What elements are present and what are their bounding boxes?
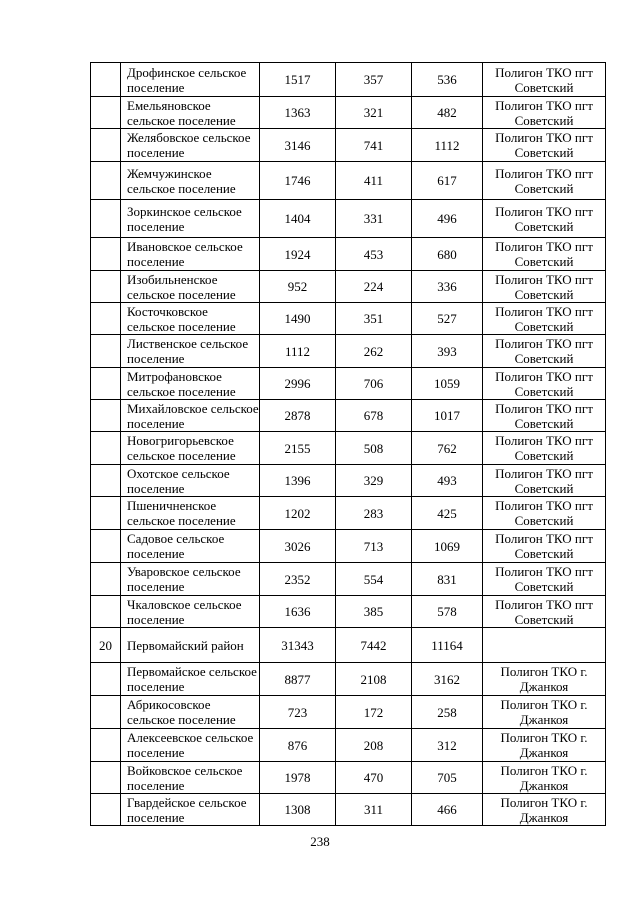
value-1: 1404 bbox=[260, 200, 336, 238]
table-row bbox=[91, 432, 606, 465]
value-1: 1746 bbox=[260, 162, 336, 200]
row-number bbox=[91, 530, 121, 563]
value-3: 3162 bbox=[412, 663, 483, 696]
settlement-name: Алексеевское сельское поселение bbox=[121, 729, 260, 762]
value-2: 706 bbox=[336, 368, 412, 400]
row-number bbox=[91, 271, 121, 303]
value-1: 1636 bbox=[260, 596, 336, 628]
value-1: 2155 bbox=[260, 432, 336, 465]
value-3: 680 bbox=[412, 238, 483, 271]
waste-destination: Полигон ТКО пгт Советский bbox=[483, 432, 606, 465]
waste-destination: Полигон ТКО г. Джанкоя bbox=[483, 762, 606, 794]
value-2: 411 bbox=[336, 162, 412, 200]
table-body bbox=[91, 63, 606, 826]
waste-destination: Полигон ТКО г. Джанкоя bbox=[483, 663, 606, 696]
table-row bbox=[91, 271, 606, 303]
row-number bbox=[91, 335, 121, 368]
value-3: 258 bbox=[412, 696, 483, 729]
value-3: 482 bbox=[412, 97, 483, 129]
value-3: 393 bbox=[412, 335, 483, 368]
settlement-name: Ивановское сельское поселение bbox=[121, 238, 260, 271]
waste-destination: Полигон ТКО пгт Советский bbox=[483, 238, 606, 271]
value-1: 723 bbox=[260, 696, 336, 729]
table-row bbox=[91, 238, 606, 271]
row-number bbox=[91, 762, 121, 794]
row-number bbox=[91, 400, 121, 432]
row-number bbox=[91, 729, 121, 762]
value-2: 351 bbox=[336, 303, 412, 335]
table-row bbox=[91, 162, 606, 200]
settlement-name: Михайловское сельское поселение bbox=[121, 400, 260, 432]
waste-destination: Полигон ТКО пгт Советский bbox=[483, 335, 606, 368]
value-3: 1059 bbox=[412, 368, 483, 400]
value-3: 493 bbox=[412, 465, 483, 497]
value-3: 617 bbox=[412, 162, 483, 200]
waste-destination: Полигон ТКО пгт Советский bbox=[483, 63, 606, 97]
value-1: 3026 bbox=[260, 530, 336, 563]
value-1: 1978 bbox=[260, 762, 336, 794]
table-row bbox=[91, 696, 606, 729]
value-2: 385 bbox=[336, 596, 412, 628]
settlement-name: Первомайское сельское поселение bbox=[121, 663, 260, 696]
table-row bbox=[91, 63, 606, 97]
settlement-name: Митрофановское сельское поселение bbox=[121, 368, 260, 400]
value-2: 329 bbox=[336, 465, 412, 497]
table-row bbox=[91, 368, 606, 400]
value-2: 172 bbox=[336, 696, 412, 729]
settlements-table bbox=[90, 62, 606, 826]
table-row bbox=[91, 303, 606, 335]
value-1: 1202 bbox=[260, 497, 336, 530]
value-1: 1308 bbox=[260, 794, 336, 826]
value-2: 453 bbox=[336, 238, 412, 271]
row-number bbox=[91, 200, 121, 238]
settlement-name: Чкаловское сельское поселение bbox=[121, 596, 260, 628]
value-2: 357 bbox=[336, 63, 412, 97]
settlement-name: Емельяновское сельское поселение bbox=[121, 97, 260, 129]
value-1: 1517 bbox=[260, 63, 336, 97]
value-3: 466 bbox=[412, 794, 483, 826]
waste-destination: Полигон ТКО пгт Советский bbox=[483, 400, 606, 432]
table-row bbox=[91, 400, 606, 432]
settlement-name: Жемчужинское сельское поселение bbox=[121, 162, 260, 200]
table-row bbox=[91, 663, 606, 696]
value-1: 876 bbox=[260, 729, 336, 762]
row-number bbox=[91, 97, 121, 129]
waste-destination: Полигон ТКО г. Джанкоя bbox=[483, 696, 606, 729]
value-1: 952 bbox=[260, 271, 336, 303]
page-number: 238 bbox=[310, 834, 330, 849]
waste-destination: Полигон ТКО пгт Советский bbox=[483, 563, 606, 596]
value-1: 2352 bbox=[260, 563, 336, 596]
value-2: 283 bbox=[336, 497, 412, 530]
settlement-name: Пшеничненское сельское поселение bbox=[121, 497, 260, 530]
value-3: 762 bbox=[412, 432, 483, 465]
value-1: 1363 bbox=[260, 97, 336, 129]
value-2: 741 bbox=[336, 129, 412, 162]
waste-destination: Полигон ТКО пгт Советский bbox=[483, 97, 606, 129]
settlement-name: Зоркинское сельское поселение bbox=[121, 200, 260, 238]
table-row bbox=[91, 628, 606, 663]
value-2: 321 bbox=[336, 97, 412, 129]
value-3: 1069 bbox=[412, 530, 483, 563]
value-1: 8877 bbox=[260, 663, 336, 696]
waste-destination: Полигон ТКО пгт Советский bbox=[483, 530, 606, 563]
value-3: 578 bbox=[412, 596, 483, 628]
table-row bbox=[91, 497, 606, 530]
settlement-name: Изобильненское сельское поселение bbox=[121, 271, 260, 303]
value-3: 1112 bbox=[412, 129, 483, 162]
table-row bbox=[91, 335, 606, 368]
value-1: 1396 bbox=[260, 465, 336, 497]
value-1: 1924 bbox=[260, 238, 336, 271]
table-row bbox=[91, 794, 606, 826]
row-number bbox=[91, 63, 121, 97]
value-2: 331 bbox=[336, 200, 412, 238]
value-3: 312 bbox=[412, 729, 483, 762]
value-1: 31343 bbox=[260, 628, 336, 663]
settlement-name: Дрофинское сельское поселение bbox=[121, 63, 260, 97]
row-number bbox=[91, 696, 121, 729]
value-2: 2108 bbox=[336, 663, 412, 696]
waste-destination: Полигон ТКО пгт Советский bbox=[483, 271, 606, 303]
waste-destination: Полигон ТКО пгт Советский bbox=[483, 129, 606, 162]
value-3: 11164 bbox=[412, 628, 483, 663]
row-number bbox=[91, 303, 121, 335]
row-number bbox=[91, 563, 121, 596]
value-1: 3146 bbox=[260, 129, 336, 162]
waste-destination: Полигон ТКО пгт Советский bbox=[483, 162, 606, 200]
value-2: 508 bbox=[336, 432, 412, 465]
waste-destination: Полигон ТКО пгт Советский bbox=[483, 497, 606, 530]
value-3: 536 bbox=[412, 63, 483, 97]
waste-destination: Полигон ТКО пгт Советский bbox=[483, 200, 606, 238]
value-1: 2878 bbox=[260, 400, 336, 432]
table-row bbox=[91, 729, 606, 762]
waste-destination bbox=[483, 628, 606, 663]
row-number bbox=[91, 129, 121, 162]
value-1: 1112 bbox=[260, 335, 336, 368]
value-1: 2996 bbox=[260, 368, 336, 400]
row-number bbox=[91, 465, 121, 497]
table-row bbox=[91, 97, 606, 129]
value-2: 470 bbox=[336, 762, 412, 794]
row-number bbox=[91, 497, 121, 530]
value-2: 678 bbox=[336, 400, 412, 432]
row-number bbox=[91, 663, 121, 696]
value-2: 7442 bbox=[336, 628, 412, 663]
value-2: 224 bbox=[336, 271, 412, 303]
value-3: 705 bbox=[412, 762, 483, 794]
settlement-name: Уваровское сельское поселение bbox=[121, 563, 260, 596]
table-row bbox=[91, 200, 606, 238]
value-2: 554 bbox=[336, 563, 412, 596]
settlement-name: Косточковское сельское поселение bbox=[121, 303, 260, 335]
table-row bbox=[91, 530, 606, 563]
table-row bbox=[91, 129, 606, 162]
value-2: 713 bbox=[336, 530, 412, 563]
row-number: 20 bbox=[91, 628, 121, 663]
settlement-name: Абрикосовское сельское поселение bbox=[121, 696, 260, 729]
value-2: 262 bbox=[336, 335, 412, 368]
value-2: 311 bbox=[336, 794, 412, 826]
waste-destination: Полигон ТКО пгт Советский bbox=[483, 465, 606, 497]
value-3: 336 bbox=[412, 271, 483, 303]
waste-destination: Полигон ТКО пгт Советский bbox=[483, 303, 606, 335]
value-1: 1490 bbox=[260, 303, 336, 335]
settlement-name: Желябовское сельское поселение bbox=[121, 129, 260, 162]
row-number bbox=[91, 432, 121, 465]
value-2: 208 bbox=[336, 729, 412, 762]
table-row bbox=[91, 465, 606, 497]
table-row bbox=[91, 563, 606, 596]
settlement-name: Садовое сельское поселение bbox=[121, 530, 260, 563]
value-3: 527 bbox=[412, 303, 483, 335]
settlement-name: Лиственское сельское поселение bbox=[121, 335, 260, 368]
value-3: 496 bbox=[412, 200, 483, 238]
row-number bbox=[91, 368, 121, 400]
settlement-name: Охотское сельское поселение bbox=[121, 465, 260, 497]
value-3: 1017 bbox=[412, 400, 483, 432]
settlement-name: Гвардейское сельское поселение bbox=[121, 794, 260, 826]
row-number bbox=[91, 238, 121, 271]
waste-destination: Полигон ТКО пгт Советский bbox=[483, 368, 606, 400]
waste-destination: Полигон ТКО г. Джанкоя bbox=[483, 794, 606, 826]
settlement-name: Новогригорьевское сельское поселение bbox=[121, 432, 260, 465]
table-row bbox=[91, 762, 606, 794]
waste-destination: Полигон ТКО пгт Советский bbox=[483, 596, 606, 628]
waste-destination: Полигон ТКО г. Джанкоя bbox=[483, 729, 606, 762]
row-number bbox=[91, 596, 121, 628]
value-3: 425 bbox=[412, 497, 483, 530]
settlement-name: Первомайский район bbox=[121, 628, 260, 663]
value-3: 831 bbox=[412, 563, 483, 596]
row-number bbox=[91, 162, 121, 200]
settlement-name: Войковское сельское поселение bbox=[121, 762, 260, 794]
row-number bbox=[91, 794, 121, 826]
table-row bbox=[91, 596, 606, 628]
